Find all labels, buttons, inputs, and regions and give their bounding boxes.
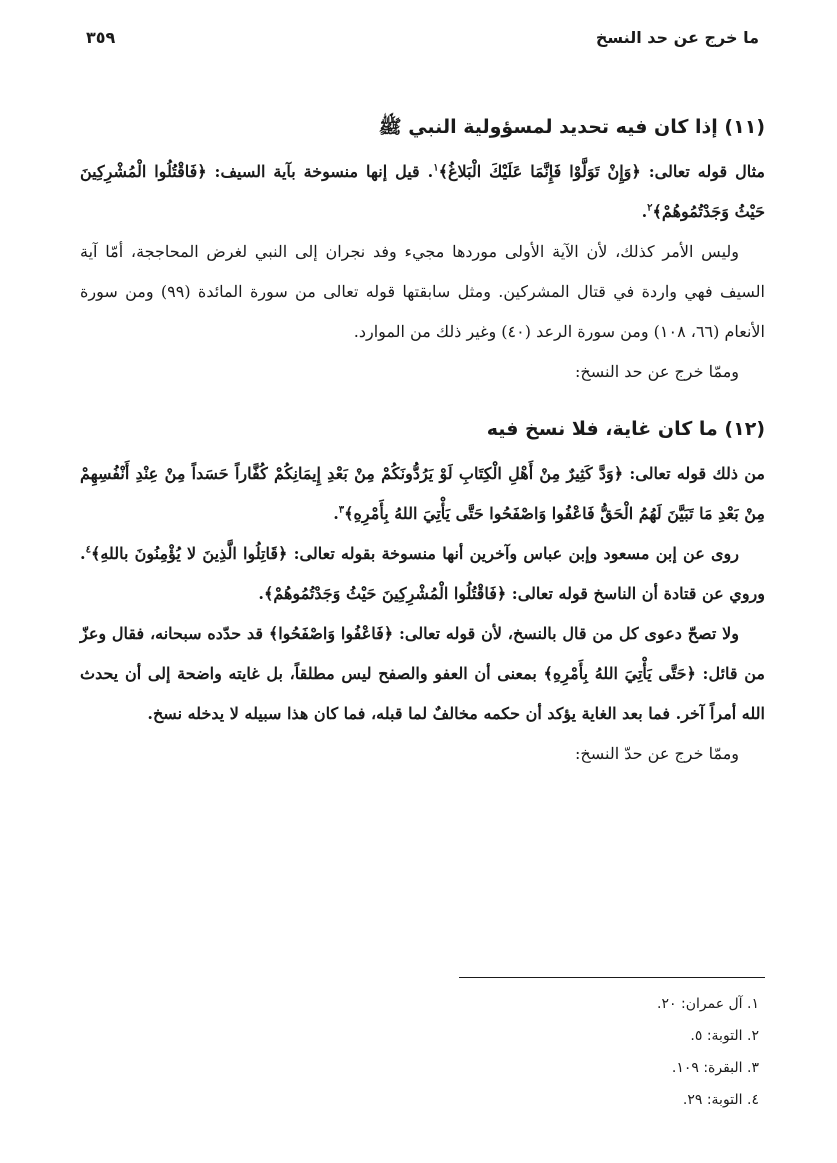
running-title: ما خرج عن حد النسخ: [595, 28, 759, 47]
quote-text: مثال قوله تعالى: ﴿وَإِنْ تَوَلَّوْا فَإِنَّمَا عَلَيْكَ الْبَلاغُ﴾: [438, 162, 765, 181]
footnote-3: ٣. البقرة: ١٠٩.: [671, 1060, 759, 1076]
quote-text: روى عن إبن مسعود وإبن عباس وآخرين أنها منسوخة بقوله تعالى: ﴿قَاتِلُوا الَّذِينَ لا يُؤْمِنُونَ باللهِ﴾: [90, 544, 739, 563]
footnote-1: ١. آل عمران: ٢٠.: [657, 996, 759, 1012]
footnote-2: ٢. التوبة: ٥.: [690, 1028, 759, 1044]
footnotes-list: [657, 988, 759, 1116]
quote-text: . وروي عن قتادة أن الناسخ قوله تعالى: ﴿فَاقْتُلُوا الْمُشْرِكِينَ حَيْثُ وَجَدْتُمُوهُمْ﴾.: [80, 544, 765, 603]
section-12-heading: (١٢) ما كان غاية، فلا نسخ فيه: [486, 418, 765, 440]
footnote-4: ٤. التوبة: ٢٩.: [682, 1092, 759, 1108]
footnote-divider: [459, 977, 765, 978]
quote-text: . قيل إنها منسوخة بآية السيف: ﴿فَاقْتُلُوا الْمُشْرِكِينَ حَيْثُ وَجَدْتُمُوهُمْ﴾: [80, 162, 765, 221]
section-11-heading: (١١) إذا كان فيه تحديد لمسؤولية النبي ﷺ: [378, 116, 765, 138]
running-header: [80, 28, 765, 68]
footnote-ref-4[interactable]: ٤: [85, 544, 91, 556]
section-11-paragraph-3: وممّا خرج عن حد النسخ:: [575, 362, 739, 381]
section-11-paragraph-2: وليس الأمر كذلك، لأن الآية الأولى موردها مجيء وفد نجران إلى النبي لغرض المحاججة، أمّا آية السيف فهي واردة في قتال المشركين. ومثل سابقتها قوله تعالى من سورة المائدة (٩٩) ومن سورة الأنعام (٦٦، ١٠٨) ومن سورة الرعد (٤٠) وغير ذلك من الموارد.: [80, 242, 766, 341]
footnote-ref-2[interactable]: ٢: [647, 202, 653, 214]
section-12-paragraph-2: [80, 534, 765, 614]
footnote-ref-3[interactable]: ٣: [338, 504, 345, 516]
footnote-ref-1[interactable]: ١: [433, 162, 439, 174]
section-12-paragraph-4: وممّا خرج عن حدّ النسخ:: [575, 744, 739, 763]
section-12-paragraph-3: ولا تصحّ دعوى كل من قال بالنسخ، لأن قوله تعالى: ﴿فَاعْفُوا وَاصْفَحُوا﴾ قد حدّده سبحانه، فقال وعزّ من قائل: ﴿حَتَّى يَأْتِيَ اللهُ بِأَمْرِهِ﴾ بمعنى أن العفو والصفح ليس مطلقاً، بل غايته واضحة إلى أن يحدث الله أمراً آخر. فما بعد الغاية يؤكد أن حكمه مخالفٌ لما قبله، فما كان هذا سبيله لا يدخله نسخ.: [80, 624, 765, 723]
section-12-paragraph-1: [80, 454, 765, 534]
quote-text: من ذلك قوله تعالى: ﴿وَدَّ كَثِيرٌ مِنْ أَهْلِ الْكِتَابِ لَوْ يَرُدُّونَكُمْ مِنْ بَعْدِ إِيمَانِكُمْ كُفَّاراً حَسَداً مِنْ عِنْدِ أَنْفُسِهِمْ مِنْ بَعْدِ مَا تَبَيَّنَ لَهُمُ الْحَقُّ فَاعْفُوا وَاصْفَحُوا حَتَّى يَأْتِيَ اللهُ بِأَمْرِهِ﴾: [80, 464, 765, 523]
section-11-paragraph-1: [80, 152, 765, 232]
page-number: ٣٥٩: [86, 28, 116, 47]
punctuation: .: [333, 504, 339, 523]
punctuation: .: [641, 202, 648, 221]
